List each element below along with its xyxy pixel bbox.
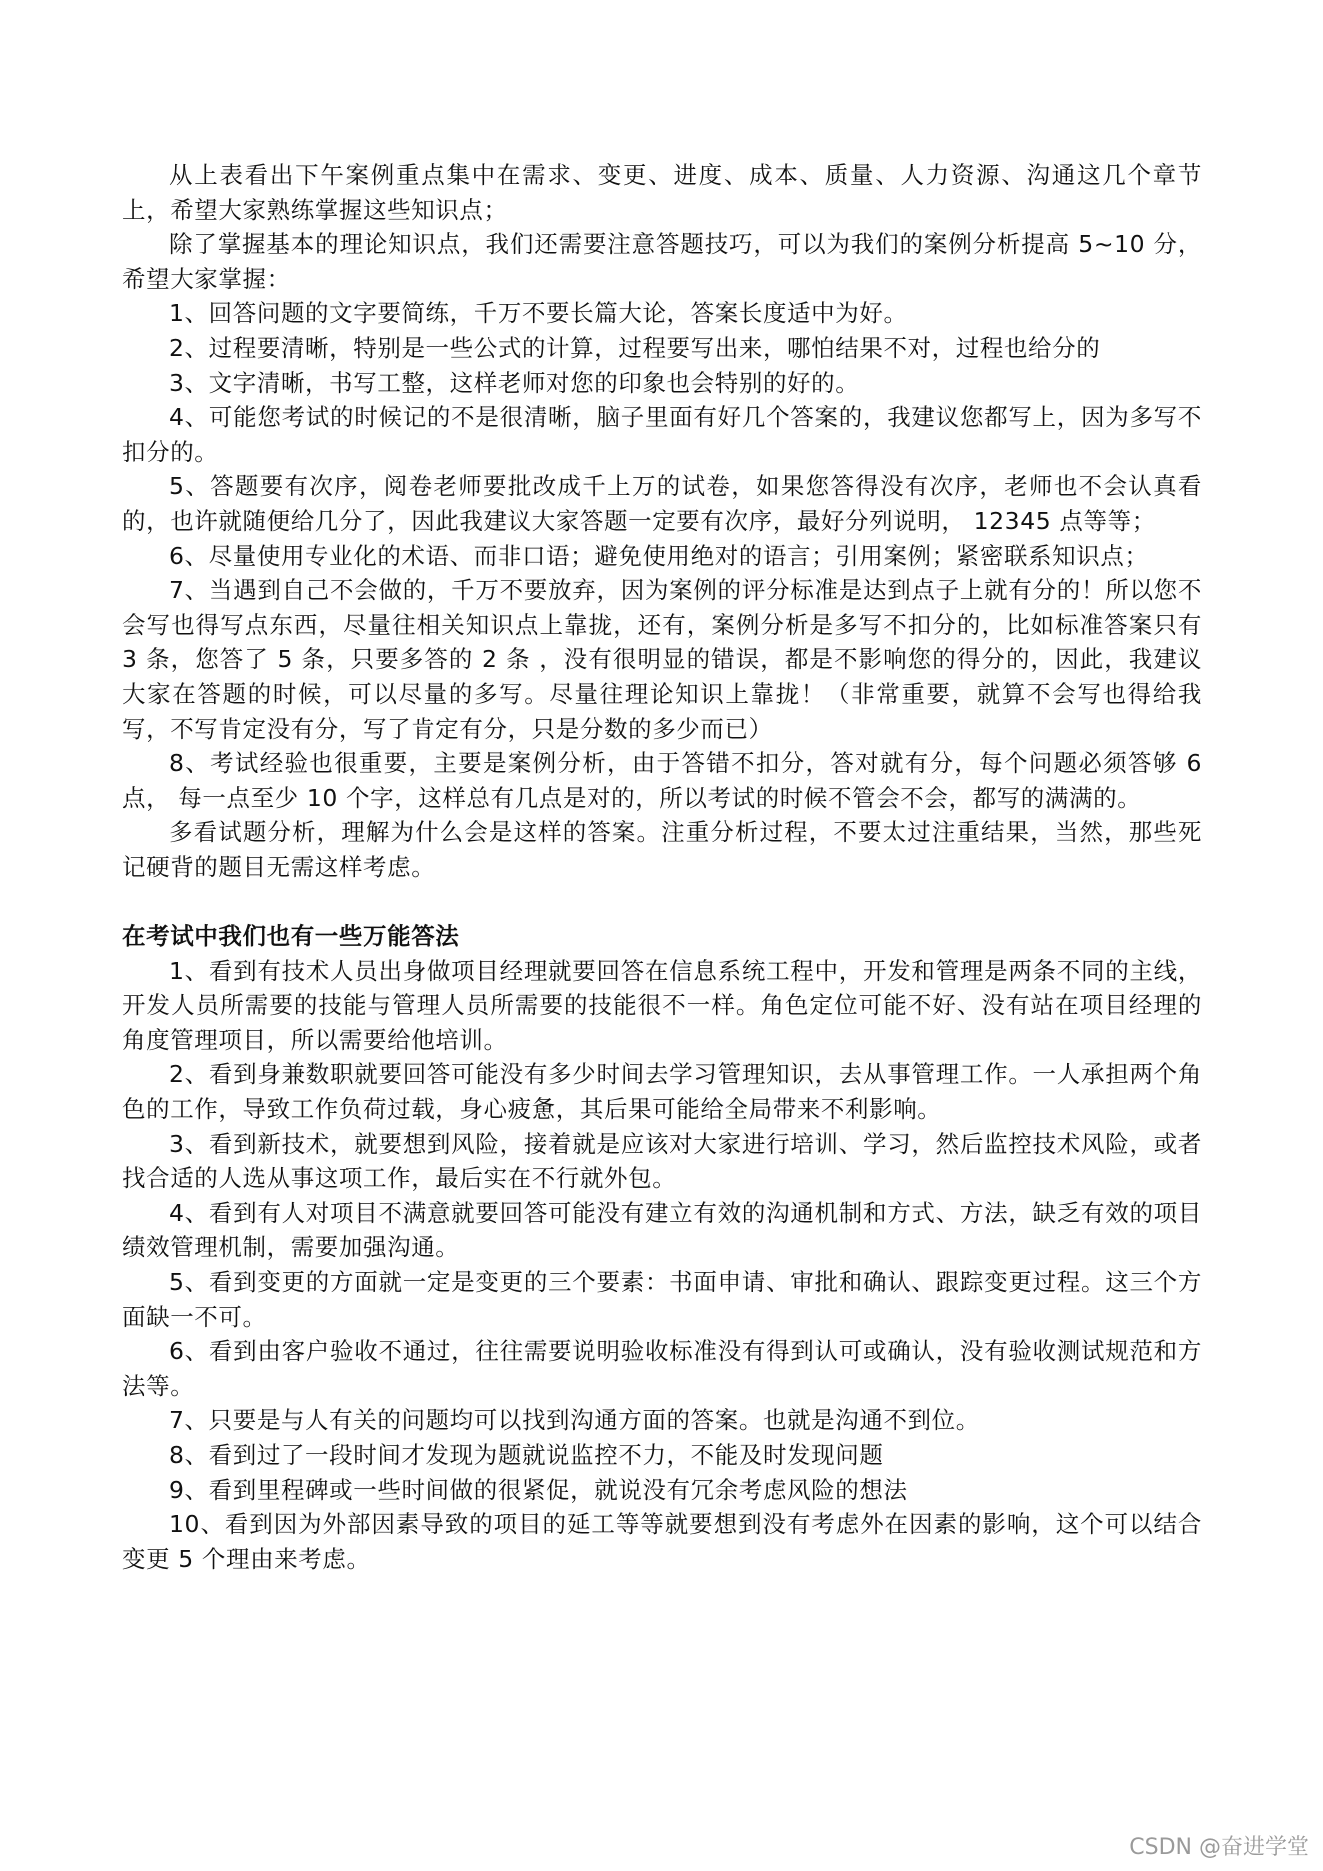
paragraph: 7、当遇到自己不会做的，千万不要放弃，因为案例的评分标准是达到点子上就有分的！所以您不会写也得写点东西，尽量往相关知识点上靠拢，还有，案例分析是多写不扣分的，比如标准答案只有 3 条，您答了 5 条，只要多答的 2 条 ，没有很明显的错误，都是不影响您的得分的，因此，我建议大家在答题的时候，可以尽量的多写。尽量往理论知识上靠拢！（非常重要，就算不会写也得给我写，不写肯定没有分，写了肯定有分，只是分数的多少而已）: [122, 576, 1202, 743]
intro-section: [122, 158, 1202, 884]
list-item: 6、看到由客户验收不通过，往往需要说明验收标准没有得到认可或确认，没有验收测试规范和方法等。: [122, 1337, 1202, 1400]
watermark: CSDN @奋进学堂: [1129, 1835, 1309, 1860]
paragraph: 4、可能您考试的时候记的不是很清晰，脑子里面有好几个答案的，我建议您都写上，因为多写不扣分的。: [122, 403, 1202, 466]
paragraph: 2、过程要清晰，特别是一些公式的计算，过程要写出来，哪怕结果不对，过程也给分的: [169, 333, 1101, 362]
section-heading: 在考试中我们也有一些万能答法: [122, 922, 460, 951]
list-item: 1、看到有技术人员出身做项目经理就要回答在信息系统工程中，开发和管理是两条不同的主线，开发人员所需要的技能与管理人员所需要的技能很不一样。角色定位可能不好、没有站在项目经理的角度管理项目，所以需要给他培训。: [122, 956, 1202, 1054]
list-item: 8、看到过了一段时间才发现为题就说监控不力，不能及时发现问题: [169, 1440, 884, 1469]
document-page: [122, 158, 1202, 1576]
paragraph: 8、考试经验也很重要，主要是案例分析，由于答错不扣分，答对就有分，每个问题必须答够 6 点， 每一点至少 10 个字，这样总有几点是对的，所以考试的时候不管会不会，都写的满满的。: [122, 749, 1202, 812]
paragraph: 从上表看出下午案例重点集中在需求、变更、进度、成本、质量、人力资源、沟通这几个章节上，希望大家熟练掌握这些知识点；: [122, 161, 1202, 224]
paragraph: 3、文字清晰，书写工整，这样老师对您的印象也会特别的好的。: [169, 368, 860, 397]
universal-answers-section: [122, 954, 1202, 1577]
paragraph: 5、答题要有次序，阅卷老师要批改成千上万的试卷，如果您答得没有次序，老师也不会认真看的，也许就随便给几分了，因此我建议大家答题一定要有次序，最好分列说明， 12345 点等等；: [122, 472, 1202, 535]
list-item: 5、看到变更的方面就一定是变更的三个要素：书面申请、审批和确认、跟踪变更过程。这三个方面缺一不可。: [122, 1268, 1202, 1331]
list-item: 4、看到有人对项目不满意就要回答可能没有建立有效的沟通机制和方式、方法，缺乏有效的项目绩效管理机制，需要加强沟通。: [122, 1198, 1202, 1262]
list-item: 7、只要是与人有关的问题均可以找到沟通方面的答案。也就是沟通不到位。: [169, 1406, 980, 1435]
list-item: 10、看到因为外部因素导致的项目的延工等等就要想到没有考虑外在因素的影响，这个可以结合变更 5 个理由来考虑。: [122, 1510, 1202, 1573]
paragraph: 除了掌握基本的理论知识点，我们还需要注意答题技巧，可以为我们的案例分析提高 5~10 分，希望大家掌握：: [122, 230, 1202, 293]
paragraph: 1、回答问题的文字要简练，千万不要长篇大论，答案长度适中为好。: [169, 299, 908, 328]
paragraph: 6、尽量使用专业化的术语、而非口语；避免使用绝对的语言；引用案例；紧密联系知识点；: [169, 541, 1149, 570]
list-item: 3、看到新技术，就要想到风险，接着就是应该对大家进行培训、学习，然后监控技术风险，或者找合适的人选从事这项工作，最后实在不行就外包。: [122, 1129, 1202, 1193]
list-item: 2、看到身兼数职就要回答可能没有多少时间去学习管理知识，去从事管理工作。一人承担两个角色的工作，导致工作负荷过载，身心疲惫，其后果可能给全局带来不利影响。: [122, 1060, 1202, 1124]
list-item: 9、看到里程碑或一些时间做的很紧促，就说没有冗余考虑风险的想法: [169, 1475, 908, 1504]
paragraph: 多看试题分析，理解为什么会是这样的答案。注重分析过程，不要太过注重结果，当然，那些死记硬背的题目无需这样考虑。: [122, 818, 1202, 881]
